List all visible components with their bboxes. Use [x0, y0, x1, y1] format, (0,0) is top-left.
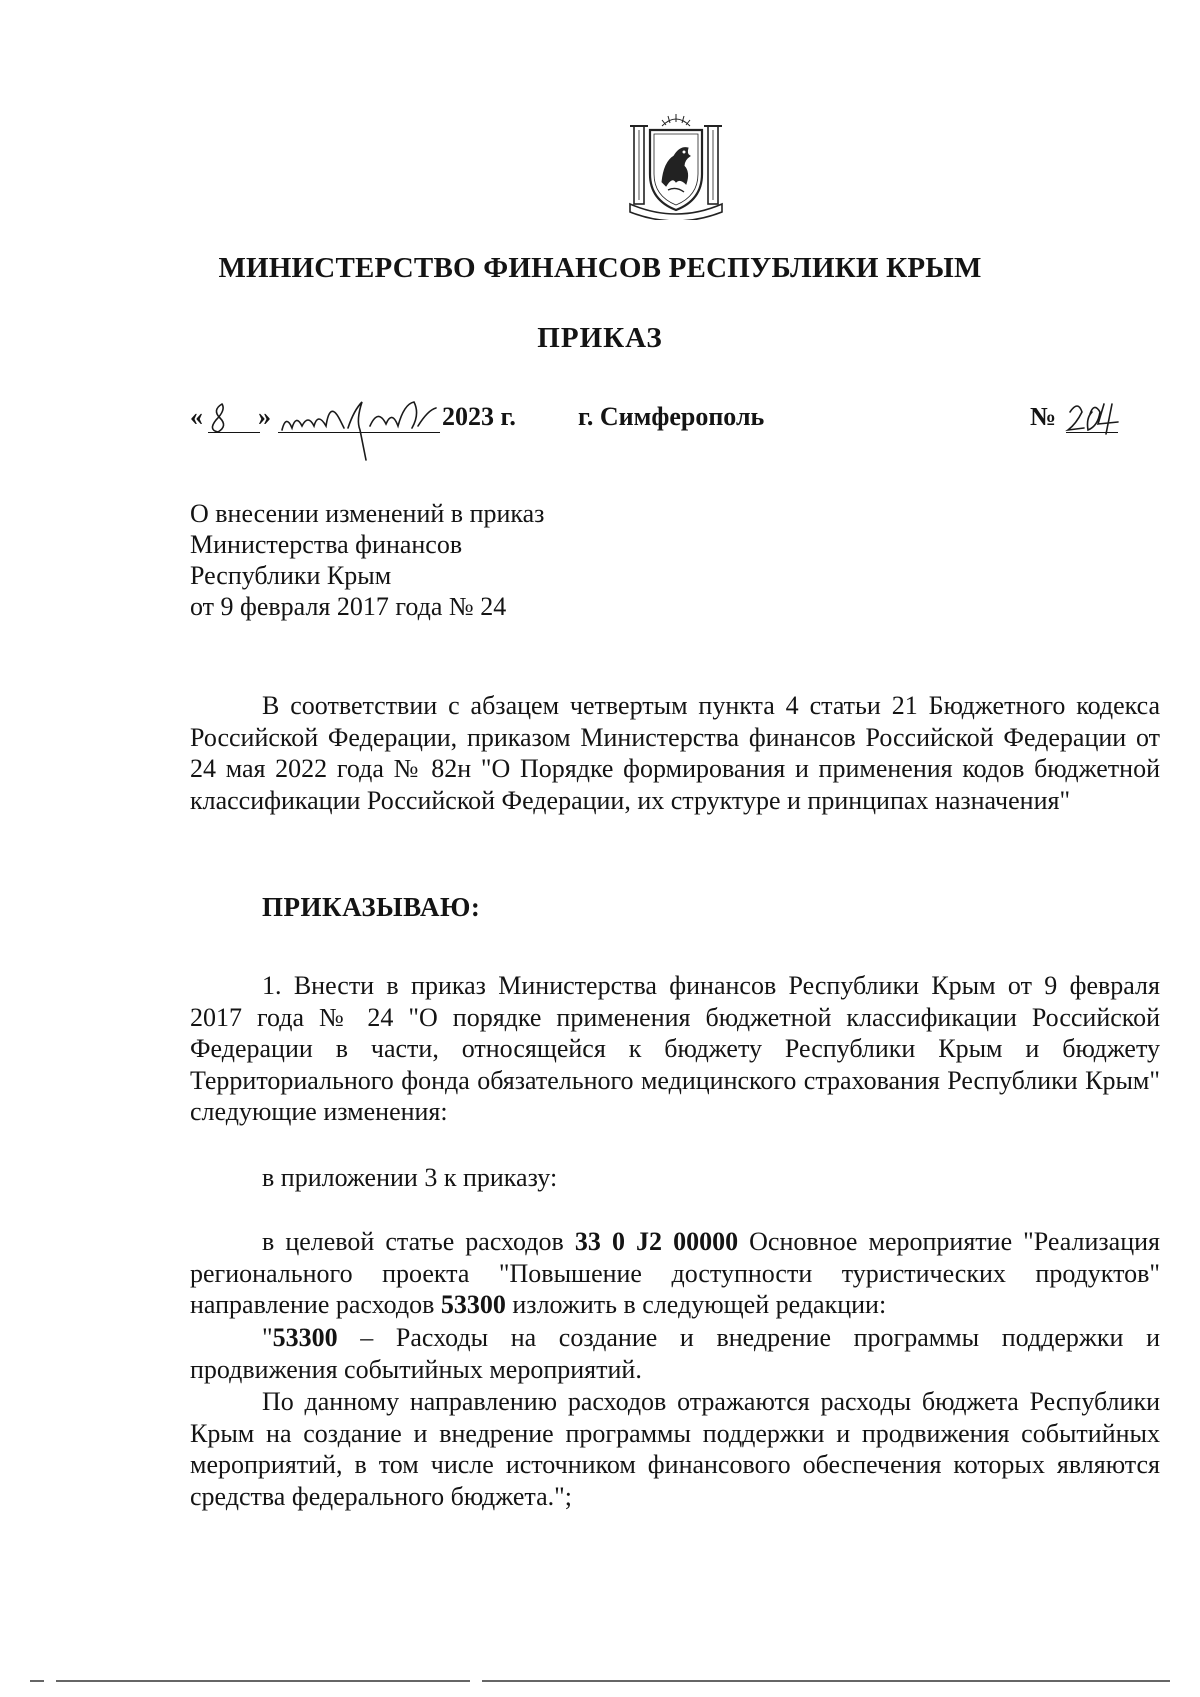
- subject-line: Министерства финансов: [190, 530, 463, 559]
- target-text-3: изложить в следующей редакции:: [505, 1290, 887, 1319]
- handwritten-date-signature: [0, 390, 1200, 470]
- page-bottom-divider: [30, 1680, 1170, 1682]
- new-code: 53300: [272, 1323, 338, 1352]
- new-wording-text: – Расходы на создание и внедрение программы поддержки и продвижения событийных мероприятий.: [190, 1323, 1160, 1384]
- order-heading: ПРИКАЗЫВАЮ:: [262, 892, 481, 922]
- explanation-paragraph: По данному направлению расходов отражаются расходы бюджета Республики Крым на создание и внедрение программы поддержки и продвижения событийных мероприятий, в том числе источником финансового обеспечения которых являются средства федерального бюджета.";: [190, 1387, 1160, 1511]
- date-quote-open: «: [190, 402, 203, 431]
- city: г. Симферополь: [578, 402, 765, 431]
- target-text-1: в целевой статье расходов: [262, 1227, 575, 1256]
- ministry-name: МИНИСТЕРСТВО ФИНАНСОВ РЕСПУБЛИКИ КРЫМ: [218, 252, 982, 284]
- preamble-paragraph: В соответствии с абзацем четвертым пункта 4 статьи 21 Бюджетного кодекса Российской Федерации, приказом Министерства финансов Российской Федерации от 24 мая 2022 года № 82н "О Порядке формирования и применения кодов бюджетной классификации Российской Федерации, их структуре и принципах назначения": [190, 691, 1160, 815]
- new-wording-paragraph: [190, 1322, 1160, 1385]
- date-quote-close: »: [258, 402, 271, 431]
- dateline: [0, 390, 1200, 470]
- item-1-paragraph: 1. Внести в приказ Министерства финансов Республики Крым от 9 февраля 2017 года № 24 "О порядке применения бюджетной классификации Российской Федерации в части, относящейся к бюджету Республики Крым и бюджету Территориального фонда обязательного медицинского страхования Республики Крым" следующие изменения:: [190, 971, 1160, 1126]
- quote-open: ": [262, 1323, 273, 1352]
- target-article-paragraph: [190, 1226, 1160, 1321]
- subject-line: от 9 февраля 2017 года № 24: [190, 592, 507, 621]
- target-text-2: Основное мероприятие "Реализация регионального проекта "Повышение доступности туристических продуктов" направление расходов: [190, 1227, 1161, 1319]
- number-sign: №: [1030, 402, 1057, 431]
- document-subject: [190, 498, 544, 622]
- target-code: 33 0 J2 00000: [574, 1227, 739, 1256]
- target-direction-code: 53300: [440, 1290, 506, 1319]
- subject-line: Республики Крым: [190, 561, 392, 590]
- date-year: 2023 г.: [442, 402, 516, 431]
- appendix-paragraph: в приложении 3 к приказу:: [262, 1163, 558, 1192]
- crimea-coat-of-arms-icon: [628, 112, 724, 220]
- document-type: ПРИКАЗ: [537, 322, 663, 354]
- subject-line: О внесении изменений в приказ: [190, 499, 545, 528]
